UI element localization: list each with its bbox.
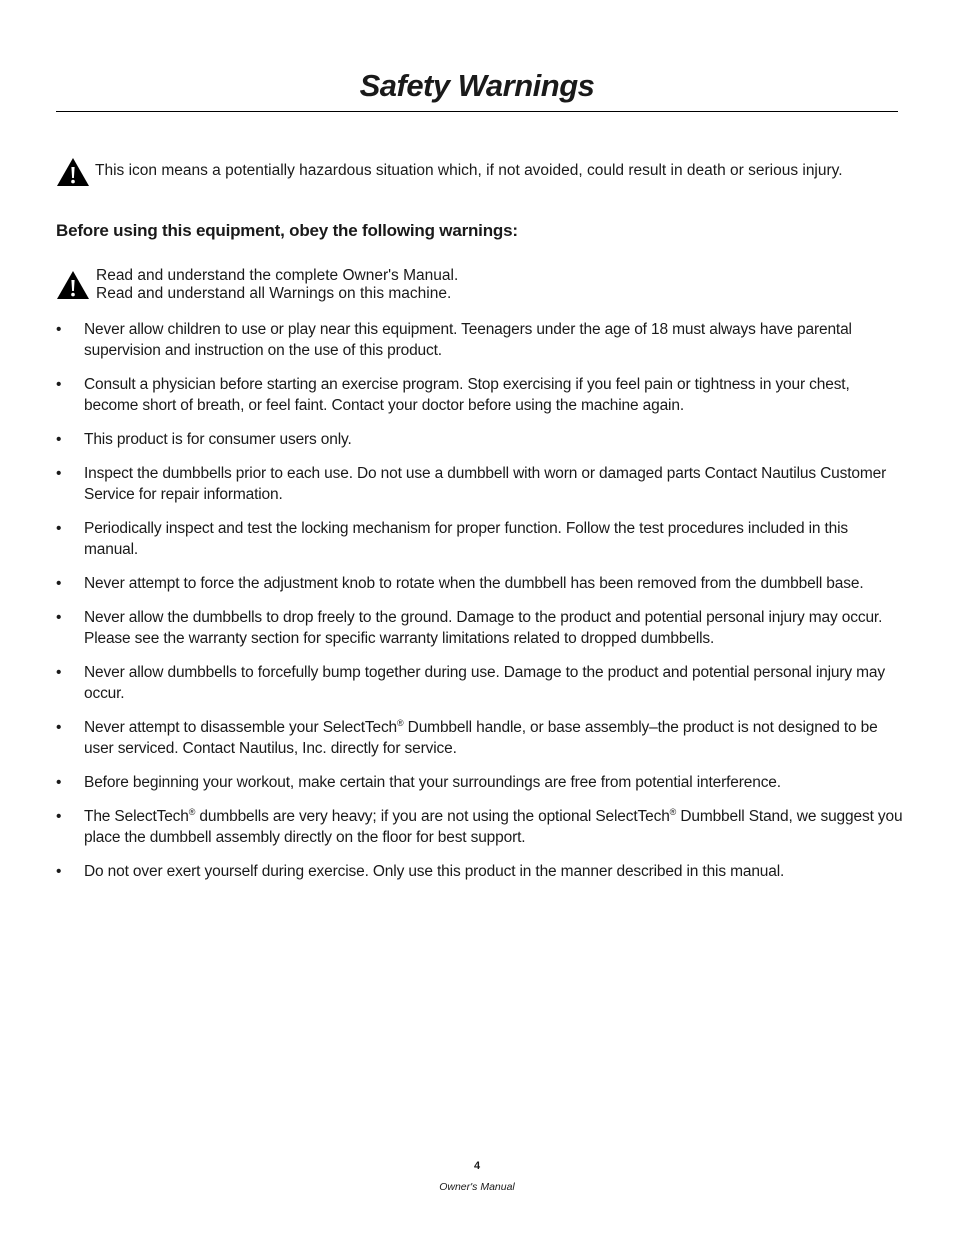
bullet: •	[56, 664, 62, 681]
bullet: •	[56, 774, 62, 791]
icon-explanation-text: This icon means a potentially hazardous situation which, if not avoided, could result in death or serious injury.	[95, 162, 843, 179]
manual-line: Read and understand all Warnings on this machine.	[96, 285, 452, 302]
warning-text: Never allow children to use or play near this equipment. Teenagers under the age of 18 must always have parental supervision and instruction on the use of this product.	[84, 321, 852, 359]
warning-item	[56, 518, 906, 560]
bullet: •	[56, 609, 62, 626]
warning-item	[56, 772, 906, 793]
section-heading: Before using this equipment, obey the following warnings:	[56, 221, 518, 240]
bullet: •	[56, 719, 62, 736]
bullet: •	[56, 808, 62, 825]
warning-text: The SelectTech® dumbbells are very heavy; if you are not using the optional SelectTech® Dumbbell Stand, we suggest you place the dumbbell assembly directly on the floor for best support.	[84, 806, 903, 846]
registered-mark: ®	[669, 806, 677, 817]
warning-text: Periodically inspect and test the locking mechanism for proper function. Follow the test procedures included in this manual.	[84, 520, 849, 558]
warning-triangle-icon	[56, 270, 90, 300]
warning-text: Never allow dumbbells to forcefully bump together during use. Damage to the product and potential personal injury may occur.	[84, 664, 885, 702]
footer-label: Owner's Manual	[439, 1181, 515, 1193]
registered-mark: ®	[188, 806, 196, 817]
warning-item	[56, 463, 906, 505]
bullet: •	[56, 431, 62, 448]
warning-list	[56, 319, 906, 895]
bullet: •	[56, 520, 62, 537]
warning-item	[56, 662, 906, 704]
warning-text: Inspect the dumbbells prior to each use. Do not use a dumbbell with worn or damaged parts Contact Nautilus Customer Service for repair information.	[84, 465, 887, 503]
warning-text: Never allow the dumbbells to drop freely to the ground. Damage to the product and potential personal injury may occur. Please see the warranty section for specific warranty limitations related to dropped dumbbells.	[84, 609, 883, 647]
warning-text: This product is for consumer users only.	[84, 431, 352, 448]
bullet: •	[56, 863, 62, 880]
warning-text: Before beginning your workout, make certain that your surroundings are free from potential interference.	[84, 774, 781, 791]
page-title: Safety Warnings	[359, 68, 595, 103]
manual-line: Read and understand the complete Owner's Manual.	[96, 267, 459, 284]
manual-instruction-lines	[96, 267, 458, 303]
warning-text: Consult a physician before starting an exercise program. Stop exercising if you feel pain or tightness in your chest, become short of breath, or feel faint. Contact your doctor before using the machine again.	[84, 376, 850, 414]
bullet: •	[56, 321, 62, 338]
warning-text: Do not over exert yourself during exercise. Only use this product in the manner described in this manual.	[84, 863, 785, 880]
warning-item	[56, 319, 906, 361]
warning-triangle-icon	[56, 157, 90, 187]
warning-item	[56, 607, 906, 649]
warning-text: Never attempt to force the adjustment knob to rotate when the dumbbell has been removed from the dumbbell base.	[84, 575, 864, 592]
page-number: 4	[473, 1160, 481, 1172]
warning-text: Never attempt to disassemble your SelectTech® Dumbbell handle, or base assembly–the product is not designed to be user serviced. Contact Nautilus, Inc. directly for service.	[84, 717, 878, 757]
bullet: •	[56, 465, 62, 482]
warning-item	[56, 806, 906, 848]
registered-mark: ®	[397, 717, 404, 728]
warning-item	[56, 374, 906, 416]
warning-item	[56, 573, 906, 594]
warning-item	[56, 429, 906, 450]
title-divider	[56, 111, 898, 112]
bullet: •	[56, 376, 62, 393]
warning-item	[56, 861, 906, 882]
bullet: •	[56, 575, 62, 592]
warning-item	[56, 717, 906, 759]
